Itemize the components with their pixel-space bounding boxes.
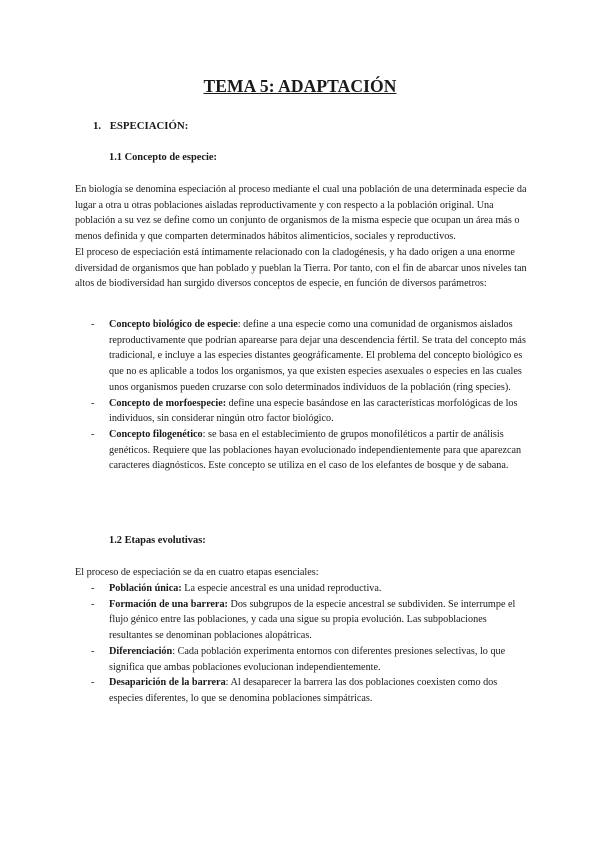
section-title: ESPECIACIÓN: bbox=[109, 120, 189, 132]
list-item-text: La especie ancestral es una unidad reproductiva. bbox=[181, 583, 382, 594]
list-item-term: Desaparición de la barrera bbox=[109, 677, 226, 689]
list-item-term: Concepto biológico de especie bbox=[109, 319, 238, 330]
bullet-dash: - bbox=[91, 645, 95, 657]
paragraph: El proceso de especiación está íntimamente relacionado con la cladogénesis, y ha dado origen a una enorme diversidad de organismos que han poblado y pueblan la Tierra. Por tanto, con el fin de abarcar unos niveles tan altos de biodiversidad han surgido diversos conceptos de especie, en función de diversos parámetros: bbox=[75, 246, 527, 290]
bullet-dash: - bbox=[91, 598, 95, 610]
bullet-dash: - bbox=[91, 677, 95, 689]
evolutionary-stages-list bbox=[91, 581, 531, 707]
list-item bbox=[91, 675, 531, 706]
list-item-text: : define a una especie como una comunidad de organismos aislados reproductivamente que podrían aparearse para dejar una descendencia fértil. Se trata del concepto más tradicional, e incluye a las especies distantes geográficamente. El problema del concepto biológico es que no es aplicable a todos los organismos, ya que existen especies asexuales o especies en las cuales unos organismos pueden cruzarse con solo determinados individuos de la población (ring species). bbox=[109, 319, 526, 393]
species-concepts-list bbox=[91, 317, 531, 474]
list-item bbox=[91, 427, 531, 474]
paragraph-block-2 bbox=[75, 565, 531, 581]
bullet-dash: - bbox=[91, 428, 95, 440]
section-number: 1. bbox=[93, 120, 102, 132]
list-item-term: Diferenciación bbox=[109, 645, 173, 657]
list-item-text: Dos subgrupos de la especie ancestral se subdividen. Se interrumpe el flujo génico entre las poblaciones, y cada una sigue su propia evolución. Las subpoblaciones resultantes se denominan poblaciones alopátricas. bbox=[109, 598, 516, 642]
list-item-term: Concepto de morfoespecie: bbox=[109, 397, 227, 409]
list-item-term: Concepto filogenético bbox=[109, 428, 203, 440]
list-item-text: : se basa en el establecimiento de grupos monofiléticos a partir de análisis genéticos. Requiere que las poblaciones hayan evolucionado independientemente para que aparezcan caracteres diagnósticos. Este concepto se utiliza en el caso de los elefantes de bosque y de sabana. bbox=[109, 428, 522, 472]
bullet-dash: - bbox=[91, 319, 95, 330]
list-item-text: define una especie basándose en las características morfológicas de los individuos, sin considerar ningún otro factor biológico. bbox=[109, 397, 518, 425]
paragraph-block-1 bbox=[75, 182, 531, 292]
list-item bbox=[91, 581, 531, 597]
subsection-heading-1-2: 1.2 Etapas evolutivas: bbox=[109, 535, 206, 546]
list-item-term: Población única: bbox=[109, 583, 182, 594]
list-item bbox=[91, 396, 531, 427]
list-item-text: : Cada población experimenta entornos con diferentes presiones selectivas, lo que significa que ambas poblaciones evolucionan independientemente. bbox=[109, 645, 506, 673]
list-item bbox=[91, 597, 531, 644]
paragraph: El proceso de especiación se da en cuatro etapas esenciales: bbox=[75, 567, 319, 578]
list-item bbox=[91, 317, 531, 396]
list-item-text: : Al desaparecer la barrera las dos poblaciones coexisten como dos especies diferentes, lo que se denomina poblaciones simpátricas. bbox=[109, 677, 498, 704]
bullet-dash: - bbox=[91, 583, 95, 594]
bullet-dash: - bbox=[91, 397, 95, 409]
list-item bbox=[91, 644, 531, 675]
subsection-heading-1-1: 1.1 Concepto de especie: bbox=[109, 152, 217, 163]
paragraph: En biología se denomina especiación al proceso mediante el cual una población de una determinada especie da lugar a otra u otras poblaciones aisladas reproductivamente y con respecto a la población original. Una población a su vez se define como un conjunto de organismos de la misma especie que ocupan un área más o menos definida y que comparten determinados hábitos alimenticios, sociales y reproductivos. bbox=[75, 184, 527, 243]
page-title: TEMA 5: ADAPTACIÓN bbox=[203, 76, 397, 96]
section-heading bbox=[93, 120, 188, 132]
list-item-term: Formación de una barrera: bbox=[109, 598, 228, 610]
